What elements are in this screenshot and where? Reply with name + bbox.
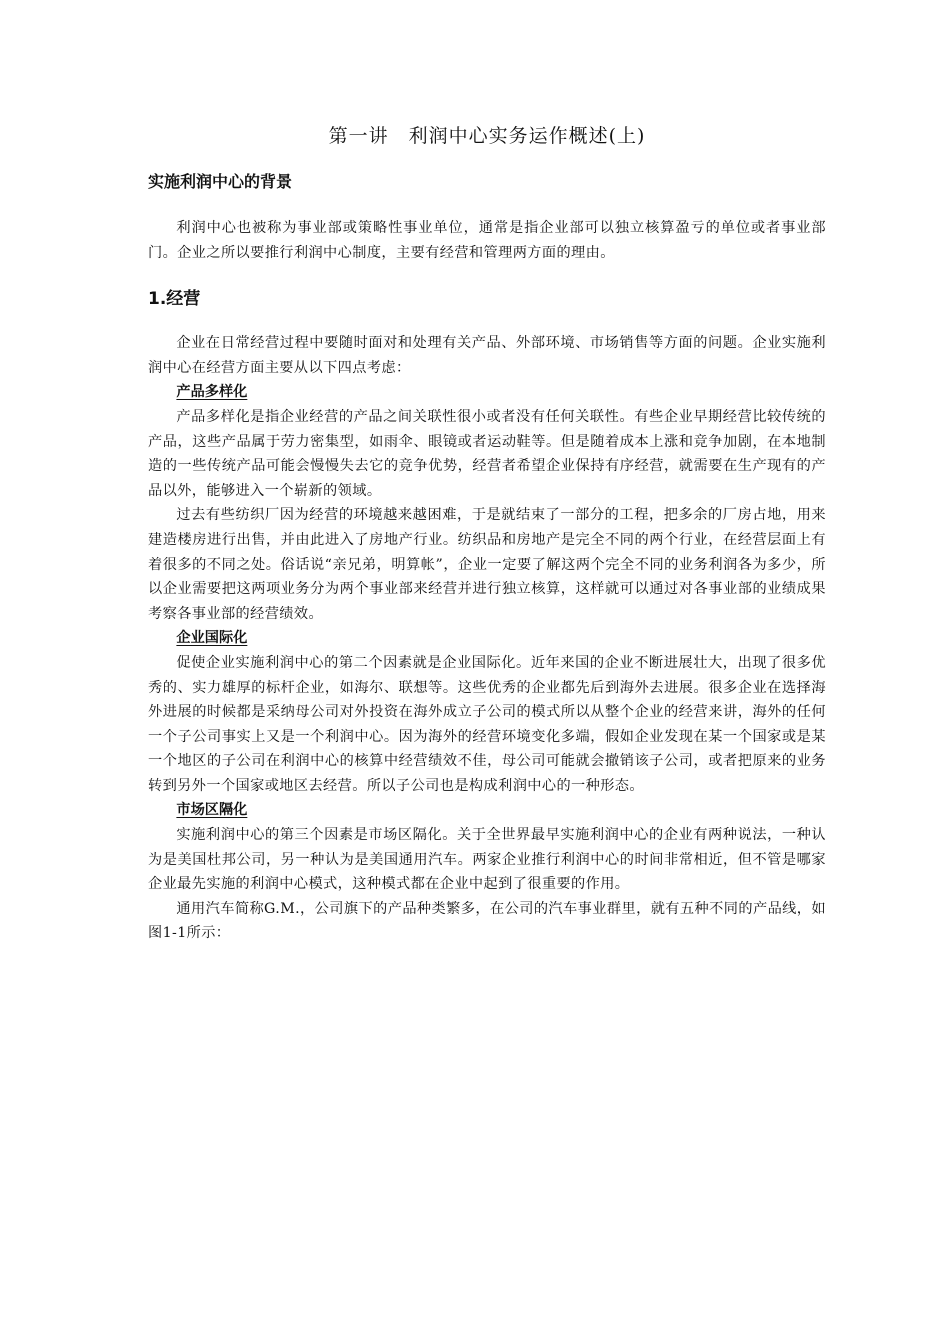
paragraph-background: 利润中心也被称为事业部或策略性事业单位，通常是指企业部可以独立核算盈亏的单位或者事业部门。企业之所以要推行利润中心制度，主要有经营和管理两方面的理由。 xyxy=(148,220,826,261)
subheading-market-segmentation: 市场区隔化 xyxy=(176,802,248,819)
paragraph-market-segmentation-2: 通用汽车简称G.M.，公司旗下的产品种类繁多，在公司的汽车事业群里，就有五种不同的产品线，如图1-1所示： xyxy=(148,900,826,942)
document-title: 第一讲 利润中心实务运作概述(上) xyxy=(328,125,646,147)
section-heading-background: 实施利润中心的背景 xyxy=(148,172,293,191)
section-heading-operation: 1.经营 xyxy=(148,289,201,310)
paragraph-product-diversification-1: 产品多样化是指企业经营的产品之间关联性很小或者没有任何关联性。有些企业早期经营比较传统的产品，这些产品属于劳力密集型，如雨伞、眼镜或者运动鞋等。但是随着成本上涨和竞争加剧，在本地制造的一些传统产品可能会慢慢失去它的竞争优势，经营者希望企业保持有序经营，就需要在生产现有的产品以外，能够进入一个崭新的领域。 xyxy=(148,408,826,499)
document-content xyxy=(148,122,826,946)
paragraph-operation-intro: 企业在日常经营过程中要随时面对和处理有关产品、外部环境、市场销售等方面的问题。企业实施利润中心在经营方面主要从以下四点考虑： xyxy=(148,335,826,376)
subheading-product-diversification: 产品多样化 xyxy=(176,384,248,401)
paragraph-internationalization-1: 促使企业实施利润中心的第二个因素就是企业国际化。近年来国的企业不断进展壮大，出现了很多优秀的、实力雄厚的标杆企业，如海尔、联想等。这些优秀的企业都先后到海外去进展。很多企业在选择海外进展的时候都是采纳母公司对外投资在海外成立子公司的模式所以从整个企业的经营来讲，海外的任何一个子公司事实上又是一个利润中心。因为海外的经营环境变化多端，假如企业发现在某一个国家或是某一个地区的子公司在利润中心的核算中经营绩效不佳，母公司可能就会撤销该子公司，或者把原来的业务转到另外一个国家或地区去经营。所以子公司也是构成利润中心的一种形态。 xyxy=(148,654,826,794)
subheading-internationalization: 企业国际化 xyxy=(176,630,248,647)
paragraph-market-segmentation-1: 实施利润中心的第三个因素是市场区隔化。关于全世界最早实施利润中心的企业有两种说法，一种认为是美国杜邦公司，另一种认为是美国通用汽车。两家企业推行利润中心的时间非常相近，但不管是哪家企业最先实施的利润中心模式，这种模式都在企业中起到了很重要的作用。 xyxy=(148,827,826,893)
paragraph-product-diversification-2: 过去有些纺织厂因为经营的环境越来越困难，于是就结束了一部分的工程，把多余的厂房占地，用来建造楼房进行出售，并由此进入了房地产行业。纺织品和房地产是完全不同的两个行业，在经营层面上有着很多的不同之处。俗话说“亲兄弟，明算帐”，企业一定要了解这两个完全不同的业务利润各为多少，所以企业需要把这两项业务分为两个事业部来经营并进行独立核算，这样就可以通过对各事业部的业绩成果考察各事业部的经营绩效。 xyxy=(148,507,826,622)
